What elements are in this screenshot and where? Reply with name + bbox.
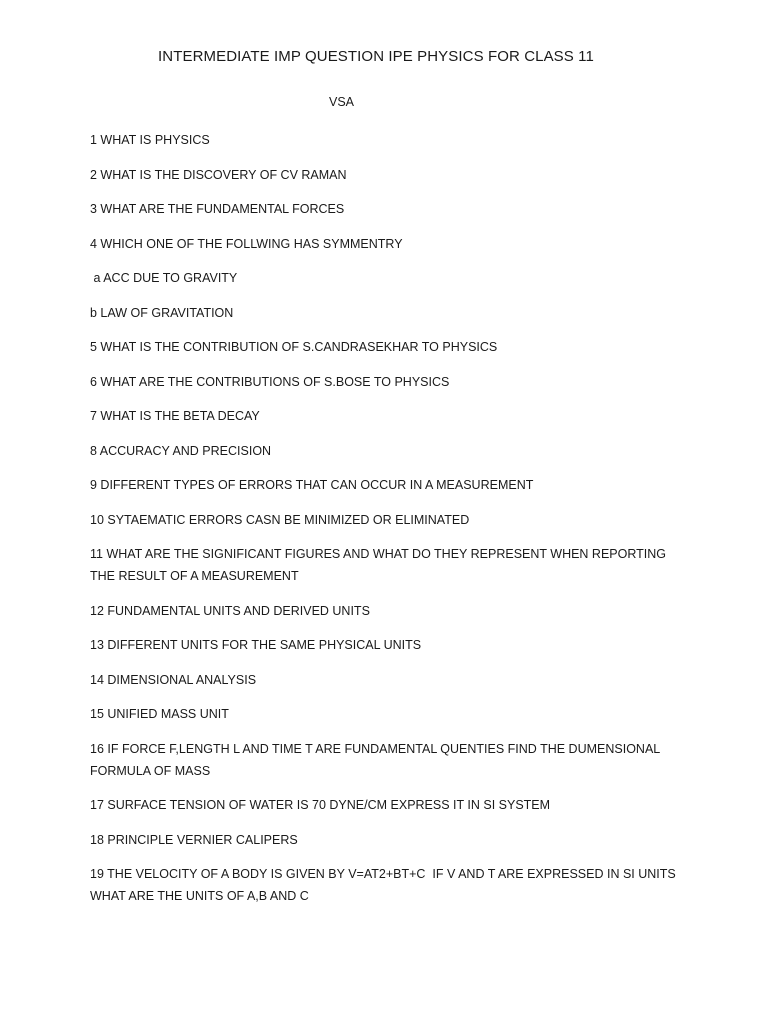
question-item: 18 PRINCIPLE VERNIER CALIPERS [90,832,298,847]
question-item: 17 SURFACE TENSION OF WATER IS 70 DYNE/CM EXPRESS IT IN SI SYSTEM [90,798,551,812]
section-heading: VSA [329,95,355,109]
question-item: 11 WHAT ARE THE SIGNIFICANT FIGURES AND WHAT DO THEY REPRESENT WHEN REPORTING THE RESULT OF A MEASUREMENT [90,547,670,583]
question-item: 15 UNIFIED MASS UNIT [90,707,229,721]
question-item: 2 WHAT IS THE DISCOVERY OF CV RAMAN [90,167,347,182]
document-title: INTERMEDIATE IMP QUESTION IPE PHYSICS FOR CLASS 11 [158,48,594,65]
question-item: 9 DIFFERENT TYPES OF ERRORS THAT CAN OCCUR IN A MEASUREMENT [90,478,534,492]
question-item: 19 THE VELOCITY OF A BODY IS GIVEN BY V=AT2+BT+C IF V AND T ARE EXPRESSED IN SI UNITS WHAT ARE THE UNITS OF A,B AND C [90,867,680,903]
question-list [90,129,680,920]
question-item: 3 WHAT ARE THE FUNDAMENTAL FORCES [90,202,345,216]
question-item: 8 ACCURACY AND PRECISION [90,443,272,458]
question-item: 5 WHAT IS THE CONTRIBUTION OF S.CANDRASEKHAR TO PHYSICS [90,340,498,354]
option-item: a ACC DUE TO GRAVITY [90,271,238,285]
question-item: 14 DIMENSIONAL ANALYSIS [90,672,257,687]
question-item: 13 DIFFERENT UNITS FOR THE SAME PHYSICAL UNITS [90,638,422,652]
question-item: 10 SYTAEMATIC ERRORS CASN BE MINIMIZED OR ELIMINATED [90,512,470,527]
question-item: 4 WHICH ONE OF THE FOLLWING HAS SYMMENTRY [90,236,403,251]
question-item: 12 FUNDAMENTAL UNITS AND DERIVED UNITS [90,603,370,618]
option-item: b LAW OF GRAVITATION [90,305,234,320]
question-item: 6 WHAT ARE THE CONTRIBUTIONS OF S.BOSE TO PHYSICS [90,374,450,389]
question-item: 16 IF FORCE F,LENGTH L AND TIME T ARE FUNDAMENTAL QUENTIES FIND THE DUMENSIONAL FORMULA OF MASS [90,741,664,778]
question-item: 7 WHAT IS THE BETA DECAY [90,409,260,423]
question-item: 1 WHAT IS PHYSICS [90,133,210,147]
